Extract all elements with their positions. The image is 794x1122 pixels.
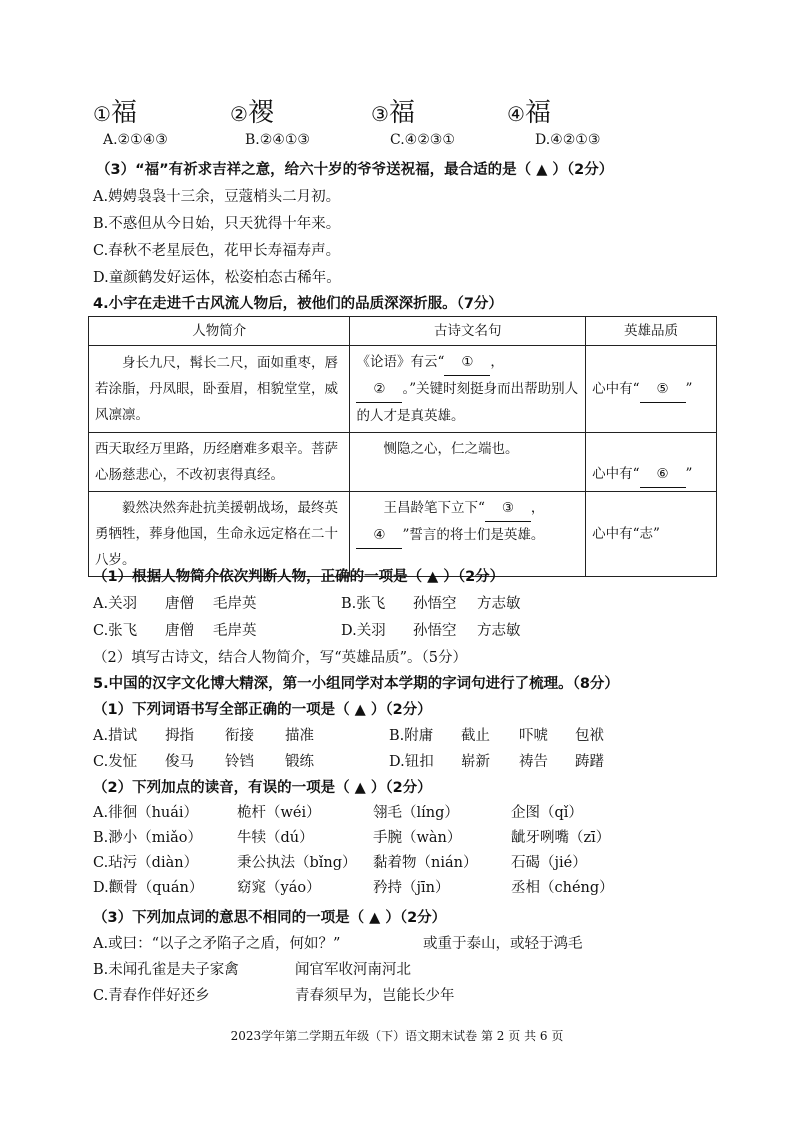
pinyin-item: 矜持（jīn） [373,880,450,896]
pinyin-item: 秉公执法（bǐng） [237,855,357,871]
header-quality: 英雄品质 [586,317,717,346]
glyph-char: 福 [110,98,137,128]
quality-cell: 心中有“志” [586,492,717,577]
pinyin-item: 企图（qǐ） [511,805,583,821]
pinyin-item: 桅杆（wéi） [237,805,321,821]
option-word: 崭新 [461,754,490,770]
glyph-char: 禝 [247,98,274,128]
pinyin-item: 丞相（chéng） [511,880,614,896]
meaning-item: C.青春作伴好还乡 [93,988,210,1004]
page-footer: 2023学年第二学期五年级（下）语文期末试卷 第 2 页 共 6 页 [230,1029,564,1043]
order-option: B.②④①③ [245,132,310,148]
pinyin-item: D.颧骨（quán） [93,880,204,896]
option-word: B.张飞 [341,596,386,612]
pinyin-item: 手腕（wàn） [373,830,462,846]
glyph-item [230,92,274,129]
glyph-item [93,92,137,129]
quality-cell [586,433,717,492]
option-word: 铃铛 [225,754,254,770]
header-intro: 人物简介 [89,317,350,346]
answer-blank[interactable]: ④ [356,522,402,549]
q5-sub2: （2）下列加点的读音，有误的一项是（ ▲ ）（2分） [93,780,432,796]
quote-text: 。”关键时刻挺身而出帮助别人的人才是真英雄。 [356,381,579,424]
answer-blank[interactable]: ⑥ [640,461,686,488]
glyph-number: ② [230,102,248,126]
pinyin-item: A.徘徊（huái） [93,805,199,821]
option-word: D.关羽 [341,623,386,639]
pinyin-item: 黏着物（nián） [373,855,478,871]
quote-text: ， [530,500,545,516]
option-word: C.张飞 [93,623,138,639]
meaning-item: 青春须早为，岂能长少年 [295,988,455,1004]
pinyin-item: C.玷污（diàn） [93,855,199,871]
option-word: 唐僧 [165,623,194,639]
pinyin-item: 石碣（jié） [511,855,587,871]
answer-blank[interactable]: ① [444,349,490,376]
quote-text: 《论语》有云“ [356,354,445,370]
q5-sub1: （1）下列词语书写全部正确的一项是（ ▲ ）（2分） [93,702,432,718]
quality-text: 心中有“ [592,380,640,397]
pinyin-item: B.渺小（miǎo） [93,830,203,846]
fu-glyph-row [93,92,653,128]
quality-cell [586,346,717,433]
pinyin-item: 龇牙咧嘴（zī） [511,830,611,846]
q3-option: D.童颜鹤发好运体，松姿柏态古稀年。 [93,270,341,286]
option-word: 毛岸英 [213,596,257,612]
intro-cell: 西天取经万里路，历经磨难多艰辛。菩萨心肠慈悲心，不改初衷得真经。 [89,433,350,492]
meaning-item: A.或曰：“以子之矛陷子之盾，何如？” [93,936,341,952]
quality-text: ” [685,466,693,482]
q3-option: A.娉娉袅袅十三余，豆蔻梢头二月初。 [93,189,341,205]
hero-table [88,316,717,577]
meaning-item: 或重于泰山，或轻于鸿毛 [423,936,583,952]
meaning-item: B.未闻孔雀是夫子家禽 [93,962,239,978]
quote-cell [350,492,586,577]
glyph-item [507,92,551,129]
option-word: 包袱 [575,728,604,744]
option-word: 俊马 [165,754,194,770]
glyph-char: 福 [388,98,415,128]
option-word: 衔接 [225,728,254,744]
table-row [89,433,717,492]
option-word: B.附庸 [389,728,434,744]
option-word: 吓唬 [519,728,548,744]
glyph-number: ④ [507,102,525,126]
table-row [89,492,717,577]
q4-title: 4.小宇在走进千古风流人物后，被他们的品质深深折服。（7分） [93,296,503,312]
order-option: D.④②①③ [535,132,601,148]
glyph-number: ① [93,102,111,126]
quality-text: ” [685,380,693,397]
header-quote: 古诗文名句 [350,317,586,346]
option-word: 孙悟空 [413,623,457,639]
glyph-item [371,92,415,129]
option-word: 截止 [461,728,490,744]
option-word: 踌躇 [575,754,604,770]
q5-sub3: （3）下列加点词的意思不相同的一项是（ ▲ ）（2分） [93,910,447,926]
glyph-number: ③ [371,102,389,126]
pinyin-item: 牛犊（dú） [237,830,314,846]
option-word: A.措试 [93,728,138,744]
table-row [89,346,717,433]
answer-blank[interactable]: ⑤ [640,376,686,403]
order-option: A.②①④③ [103,132,168,148]
option-word: 孙悟空 [413,596,457,612]
option-word: 唐僧 [165,596,194,612]
pinyin-item: 翎毛（líng） [373,805,459,821]
quote-text: ”誓言的将士们是英雄。 [402,527,545,543]
q3-stem: （3）“福”有祈求吉祥之意，给六十岁的爷爷送祝福，最合适的是（ ▲ ）（2分） [96,162,614,178]
option-word: 方志敏 [477,623,521,639]
quote-text: 王昌龄笔下立下“ [383,500,485,516]
option-word: C.发怔 [93,754,138,770]
table-header-row [89,317,717,346]
intro-cell: 毅然决然奔赴抗美援朝战场，最终英勇牺牲，葬身他国，生命永远定格在二十八岁。 [89,492,350,577]
option-word: 拇指 [165,728,194,744]
answer-blank[interactable]: ③ [485,495,531,522]
q3-option: B.不惑但从今日始，只天犹得十年来。 [93,216,341,232]
option-word: A.关羽 [93,596,138,612]
option-word: 方志敏 [477,596,521,612]
option-word: 祷告 [519,754,548,770]
q3-option: C.春秋不老星辰色，花甲长寿福寿声。 [93,243,341,259]
option-word: 描准 [285,728,314,744]
q4-sub1: （1）根据人物简介依次判断人物，正确的一项是（ ▲ ）（2分） [93,569,505,585]
option-word: 毛岸英 [213,623,257,639]
option-word: 锻练 [285,754,314,770]
option-word: D.钮扣 [389,754,434,770]
quote-cell [350,346,586,433]
glyph-char: 福 [524,98,551,128]
quality-text: 心中有“ [592,466,640,482]
answer-blank[interactable]: ② [356,376,402,403]
pinyin-item: 窈窕（yáo） [237,880,321,896]
intro-cell: 身长九尺，髯长二尺，面如重枣，唇若涂脂，丹凤眼，卧蚕眉，相貌堂堂，威风凛凛。 [89,346,350,433]
quote-cell: 恻隐之心，仁之端也。 [350,433,586,492]
quote-text: ， [490,354,504,370]
order-option: C.④②③① [390,132,455,148]
q5-title: 5.中国的汉字文化博大精深，第一小组同学对本学期的字词句进行了梳理。（8分） [93,676,619,692]
q4-sub2: （2）填写古诗文，结合人物简介，写“英雄品质”。（5分） [93,650,468,666]
meaning-item: 闻官军收河南河北 [295,962,411,978]
